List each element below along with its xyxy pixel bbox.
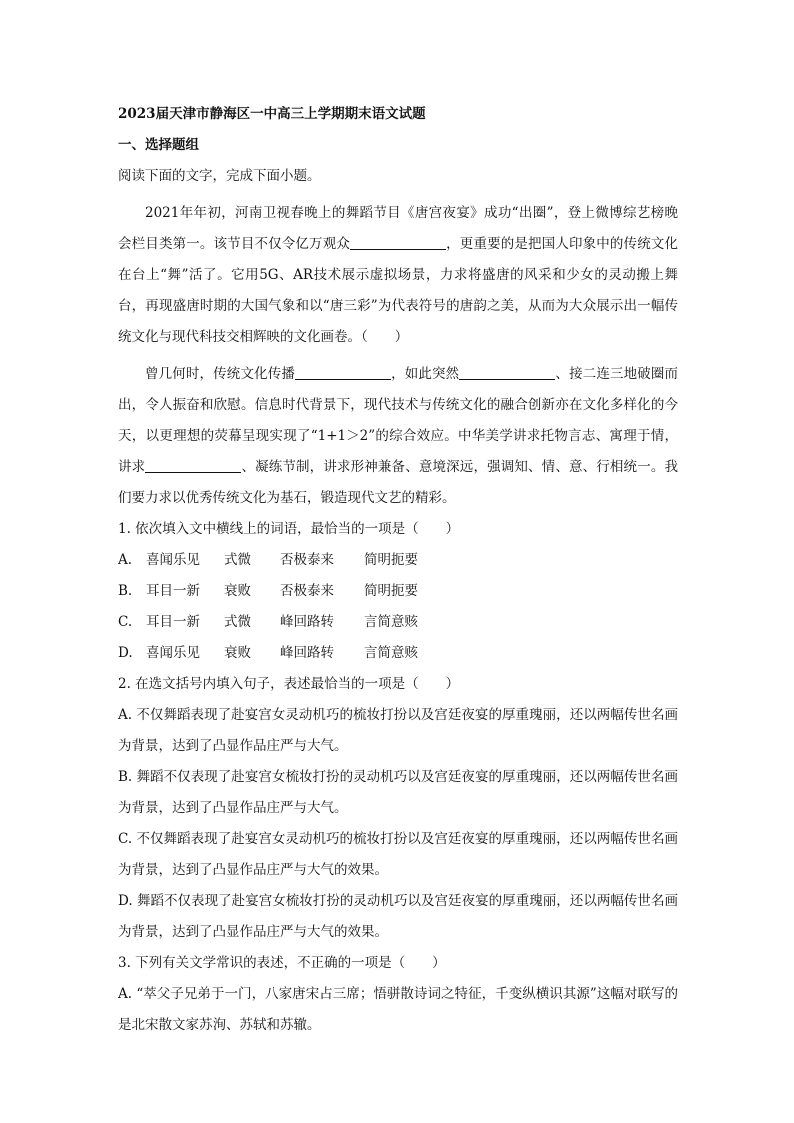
question-1-stem: 1. 依次填入文中横线上的词语，最恰当的一项是（ ）: [118, 521, 460, 537]
option-word: 峰回路转: [280, 645, 334, 661]
option-label: B.: [118, 583, 133, 599]
fill-blank: [145, 458, 241, 473]
question-3-option-a[interactable]: A. “萃父子兄弟于一门，八家唐宋占三席；悟骈散诗词之特征，千变纵横识其源”这幅对联写的是北宋散文家苏洵、苏轼和苏辙。: [118, 986, 678, 1033]
exam-page: [118, 104, 678, 1041]
question-2-option-b[interactable]: B. 舞蹈不仅表现了赴宴宫女梳妆打扮的灵动机巧以及宫廷夜宴的厚重瑰丽，还以两幅传世名画为背景，达到了凸显作品庄严与大气。: [118, 769, 678, 816]
option-word: 否极泰来: [280, 552, 334, 568]
question-2-option-a[interactable]: A. 不仅舞蹈表现了赴宴宫女灵动机巧的梳妆打扮以及宫廷夜宴的厚重瑰丽，还以两幅传世名画为背景，达到了凸显作品庄严与大气。: [118, 707, 678, 754]
option-word: 否极泰来: [280, 583, 334, 599]
passage-text: 曾几何时，传统文化传播: [145, 366, 295, 382]
passage-paragraph-1: [118, 198, 678, 353]
option-word: 简明扼要: [364, 552, 418, 568]
option-label: D.: [118, 645, 133, 661]
question-2-stem: 2. 在选文括号内填入句子，表述最恰当的一项是（ ）: [118, 676, 460, 692]
option-word: 喜闻乐见: [146, 552, 200, 568]
passage-text: 2021年年初，河南卫视春晚上的舞蹈节目《唐宫夜宴》成功“出圈”，登上微博综艺榜晚会栏目类第一。该节目不仅令亿万观众: [118, 205, 678, 252]
question-2-option-d[interactable]: D. 舞蹈不仅表现了赴宴宫女梳妆打扮的灵动机巧以及宫廷夜宴的厚重瑰丽，还以两幅传世名画为背景，达到了凸显作品庄严与大气的效果。: [118, 893, 678, 940]
option-word: 耳目一新: [146, 583, 200, 599]
option-word: 衰败: [224, 645, 251, 661]
option-row[interactable]: [118, 607, 678, 638]
question-2-option-c[interactable]: C. 不仅舞蹈表现了赴宴宫女灵动机巧的梳妆打扮以及宫廷夜宴的厚重瑰丽，还以两幅传世名画为背景，达到了凸显作品庄严与大气的效果。: [118, 831, 678, 878]
passage-text: ，如此突然: [390, 366, 460, 382]
option-word: 峰回路转: [280, 614, 334, 630]
option-word: 式微: [224, 614, 251, 630]
fill-blank: [350, 235, 446, 250]
option-label: A.: [118, 552, 133, 568]
option-word: 喜闻乐见: [146, 645, 200, 661]
option-row[interactable]: [118, 545, 678, 576]
fill-blank: [459, 365, 555, 380]
option-word: 言简意赅: [364, 614, 418, 630]
question-1-options: [118, 545, 678, 669]
option-word: 简明扼要: [364, 583, 418, 599]
option-row[interactable]: [118, 576, 678, 607]
reading-instruction: 阅读下面的文字，完成下面小题。: [118, 168, 321, 184]
option-word: 言简意赅: [364, 645, 418, 661]
option-word: 耳目一新: [146, 614, 200, 630]
option-label: C.: [118, 614, 133, 630]
passage-text: 、接二连三地破圈而出，令人振奋和欣慰。信息时代背景下，现代技术与传统文化的融合创新亦在文化多样化的今天，以更理想的荧幕呈现实现了“1+1＞2”的综合效应。中华美学讲求托物言志、寓理于情，讲求: [118, 366, 679, 475]
question-3-stem: 3. 下列有关文学常识的表述，不正确的一项是（ ）: [118, 955, 446, 971]
option-word: 衰败: [224, 583, 251, 599]
passage-paragraph-2: [118, 359, 678, 514]
option-word: 式微: [224, 552, 251, 568]
exam-title: 2023届天津市静海区一中高三上学期期末语文试题: [118, 106, 426, 122]
passage-text: 、凝练节制，讲求形神兼备、意境深远，强调知、情、意、行相统一。我们要力求以优秀传统文化为基石，锻造现代文艺的精彩。: [118, 459, 679, 506]
passage-text: ，更重要的是把国人印象中的传统文化在台上“舞”活了。它用5G、AR技术展示虚拟场景，力求将盛唐的风采和少女的灵动搬上舞台，再现盛唐时期的大国气象和以“唐三彩”为代表符号的唐韵之美，从而为大众展示出一幅传统文化与现代科技交相辉映的文化画卷。（ ）: [118, 236, 678, 345]
option-row[interactable]: [118, 638, 678, 669]
fill-blank: [295, 365, 391, 380]
section-heading: 一、选择题组: [118, 137, 199, 153]
